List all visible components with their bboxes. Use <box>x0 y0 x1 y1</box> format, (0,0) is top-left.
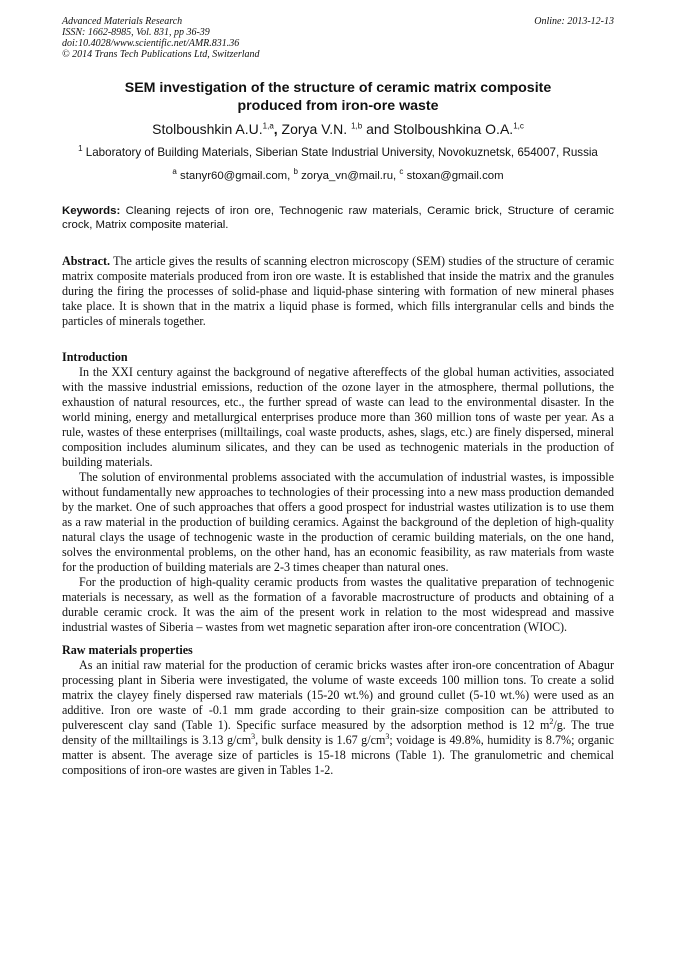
email-marker: a <box>172 167 177 177</box>
affiliation-number: 1 <box>78 144 83 154</box>
paper-page <box>62 16 614 778</box>
author-1: Stolboushkin A.U. <box>152 121 263 137</box>
raw-materials-paragraph <box>62 658 614 778</box>
superscript: 2 <box>549 716 554 726</box>
paragraph-text: /g. The true density of the milltailings is 3.13 g/cm <box>62 718 614 747</box>
superscript: 3 <box>251 731 256 741</box>
abstract-label: Abstract. <box>62 254 111 268</box>
journal-doi: doi:10.4028/www.scientific.net/AMR.831.36 <box>62 38 240 49</box>
raw-materials-heading: Raw materials properties <box>62 643 193 657</box>
keywords <box>62 204 614 232</box>
email-marker: b <box>293 167 298 177</box>
author-list <box>62 121 614 138</box>
author-2: Zorya V.N. <box>281 121 352 137</box>
author-3-affil: 1,c <box>513 121 524 131</box>
author-separator: and <box>362 121 394 137</box>
paragraph-text: , bulk density is 1.67 g/cm <box>255 733 386 747</box>
paper-title <box>62 79 614 115</box>
journal-header <box>62 16 614 60</box>
author-3: Stolboushkina O.A. <box>393 121 514 137</box>
email-link-c[interactable]: stoxan@gmail.com <box>403 170 504 182</box>
email-link-a[interactable]: stanyr60@gmail.com, <box>176 170 294 182</box>
journal-issn: ISSN: 1662-8985, Vol. 831, pp 36-39 <box>62 27 210 38</box>
introduction-heading: Introduction <box>62 350 128 364</box>
journal-copyright: © 2014 Trans Tech Publications Ltd, Switzerland <box>62 49 260 60</box>
abstract-text: The article gives the results of scanning electron microscopy (SEM) studies of the structure of ceramic matrix composite materials produced from iron ore waste. It is established that inside the matrix and the granules during the firing the processes of solid-phase and liquid-phase sintering with formation of new mineral phases take place. It is shown that in the matrix a liquid phase is formed, which fills intergranular cells and binds the particles of minerals together. <box>62 254 614 328</box>
keywords-label: Keywords: <box>62 205 121 217</box>
introduction-paragraph-1: In the XXI century against the background of negative aftereffects of the global human activities, associated with the massive industrial emissions, reduction of the ozone layer in the atmosphere, thermal pollutions, the exhaustion of natural resources, etc., the further spread of waste can lead to the environmental disaster. In the world mining, energy and metallurgical enterprises produce more than 360 million tons of waste per year. As a rule, wastes of these enterprises (milltailings, coal waste products, ashes, slags, etc.) are finely dispersed, mineral composition includes aluminum silicates, and they can be used as technogenic materials in the production of building materials. <box>62 365 614 469</box>
abstract <box>62 254 614 329</box>
introduction-paragraph-2: The solution of environmental problems associated with the accumulation of industrial wastes, is impossible without fundamentally new approaches to technologies of their processing into a new mass production demanded by the market. One of such approaches that offers a good prospect for industrial wastes utilization is to use them as a raw material in the production of building ceramics. Against the background of the depletion of high-quality natural clays the usage of technogenic waste in the production of ceramic building materials, on the one hand, solves the environmental problems, on the other hand, has an economic feasibility, as raw materials from waste for the production of building materials are 2-3 times cheaper than natural ones. <box>62 470 614 574</box>
paragraph-text: As an initial raw material for the production of ceramic bricks wastes after iron-ore concentration of Abagur processing plant in Siberia were investigated, the volume of waste exceeds 100 million tons. To create a solid matrix the clayey finely dispersed raw materials (15-20 wt.%) and ground cullet (5-10 wt.%) were used as an additive. Iron ore waste of -0.1 mm grade according to their grain-size composition can be attributed to pulverescent clay sand (Table 1). Specific surface measured by the adsorption method is 12 m <box>62 658 614 732</box>
email-link-b[interactable]: zorya_vn@mail.ru, <box>297 170 400 182</box>
title-line-2: produced from iron-ore waste <box>237 98 439 114</box>
keywords-text: Cleaning rejects of iron ore, Technogenic raw materials, Ceramic brick, Structure of ceramic crock, Matrix composite material. <box>62 205 614 231</box>
online-date: Online: 2013-12-13 <box>534 16 614 27</box>
email-marker: c <box>399 167 404 177</box>
affiliation <box>62 145 614 160</box>
author-separator: , <box>273 121 282 137</box>
paragraph-text: ; voidage is 49.8%, humidity is 8.7%; organic matter is absent. The average size of particles is 15-18 microns (Table 1). The granulometric and chemical compositions of iron-ore wastes are given in Tables 1-2. <box>62 733 614 777</box>
author-2-affil: 1,b <box>351 121 363 131</box>
affiliation-text: Laboratory of Building Materials, Siberian State Industrial University, Novokuznetsk, 654007, Russia <box>82 146 598 159</box>
author-1-affil: 1,a <box>262 121 274 131</box>
email-list <box>62 169 614 183</box>
introduction-paragraph-3: For the production of high-quality ceramic products from wastes the qualitative preparation of technogenic materials is necessary, as well as the formation of a favorable macrostructure of products and obtaining of a durable ceramic crock. It was the aim of the present work in relation to the most widespread and massive industrial wastes of Siberia – wastes from wet magnetic separation after iron-ore concentration (WIOC). <box>62 575 614 634</box>
journal-name: Advanced Materials Research <box>62 16 183 27</box>
title-line-1: SEM investigation of the structure of ceramic matrix composite <box>124 80 552 96</box>
superscript: 3 <box>385 731 390 741</box>
